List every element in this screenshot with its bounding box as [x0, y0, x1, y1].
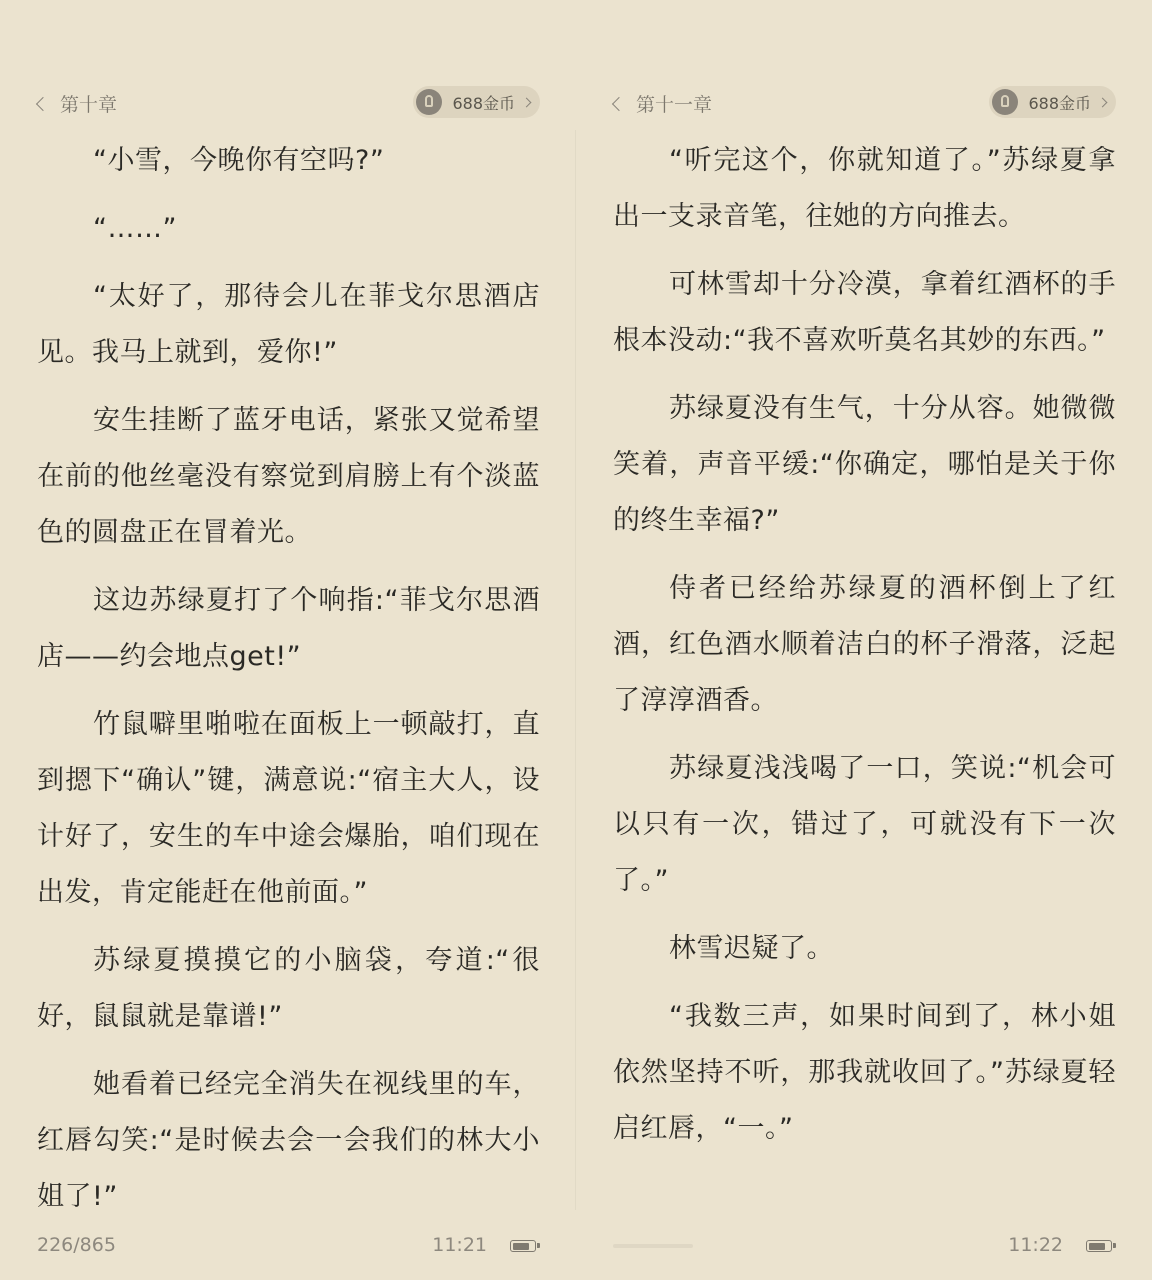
clock-time: 11:22 [1008, 1234, 1063, 1256]
paragraph: 可林雪却十分冷漠，拿着红酒杯的手根本没动:“我不喜欢听莫名其妙的东西。” [613, 269, 1116, 356]
left-text-body [37, 133, 540, 1237]
coin-icon [992, 89, 1018, 115]
paragraph: “太好了，那待会儿在菲戈尔思酒店见。我马上就到，爱你!” [37, 281, 540, 368]
paragraph: “我数三声，如果时间到了，林小姐依然坚持不听，那我就收回了。”苏绿夏轻启红唇，“一。” [613, 1001, 1116, 1144]
battery-level-fill [1089, 1243, 1105, 1250]
paragraph: 苏绿夏浅浅喝了一口，笑说:“机会可以只有一次，错过了，可就没有下一次了。” [613, 753, 1116, 896]
left-coins-button[interactable] [413, 86, 540, 118]
coin-icon [416, 89, 442, 115]
right-coins-label: 688金币 [1028, 93, 1091, 113]
paragraph: 安生挂断了蓝牙电话，紧张又觉希望在前的他丝毫没有察觉到肩膀上有个淡蓝色的圆盘正在冒着光。 [37, 405, 540, 548]
reading-progress-bar [613, 1244, 693, 1248]
battery-icon [510, 1240, 536, 1252]
paragraph: 她看着已经完全消失在视线里的车，红唇勾笑:“是时候去会一会我们的林大小姐了!” [37, 1069, 540, 1212]
right-back-to-chapter-button[interactable] [612, 90, 712, 117]
paragraph: 侍者已经给苏绿夏的酒杯倒上了红酒，红色酒水顺着洁白的杯子滑落，泛起了淳淳酒香。 [613, 573, 1116, 716]
right-top-bar [612, 84, 1116, 120]
battery-icon [1086, 1240, 1112, 1252]
paragraph: 林雪迟疑了。 [669, 933, 834, 964]
left-top-bar [36, 84, 540, 120]
paragraph: “……” [93, 213, 177, 244]
chevron-right-icon [522, 97, 532, 107]
paragraph: “听完这个，你就知道了。”苏绿夏拿出一支录音笔，往她的方向推去。 [613, 145, 1116, 232]
right-text-body [613, 133, 1116, 1169]
paragraph: 竹鼠噼里啪啦在面板上一顿敲打，直到摁下“确认”键，满意说:“宿主大人，设计好了，安生的车中途会爆胎，咱们现在出发，肯定能赶在他前面。” [37, 709, 540, 908]
right-coins-button[interactable] [989, 86, 1116, 118]
paragraph: 苏绿夏摸摸它的小脑袋，夸道:“很好，鼠鼠就是靠谱!” [37, 945, 540, 1032]
chevron-right-icon [1098, 97, 1108, 107]
chevron-left-icon [612, 96, 626, 110]
left-status-bar [37, 1232, 539, 1262]
battery-level-fill [513, 1243, 529, 1250]
left-coins-label: 688金币 [452, 93, 515, 113]
chevron-left-icon [36, 96, 50, 110]
right-reader-page[interactable] [576, 0, 1152, 1280]
left-chapter-title: 第十章 [60, 94, 118, 116]
right-chapter-title: 第十一章 [636, 94, 713, 116]
paragraph: “小雪，今晚你有空吗?” [93, 145, 385, 176]
paragraph: 苏绿夏没有生气，十分从容。她微微笑着，声音平缓:“你确定，哪怕是关于你的终生幸福?” [613, 393, 1116, 536]
left-back-to-chapter-button[interactable] [36, 90, 117, 117]
page-number: 226/865 [37, 1234, 116, 1256]
right-status-bar [613, 1232, 1115, 1262]
paragraph: 这边苏绿夏打了个响指:“菲戈尔思酒店——约会地点get!” [37, 585, 540, 672]
clock-time: 11:21 [432, 1234, 487, 1256]
